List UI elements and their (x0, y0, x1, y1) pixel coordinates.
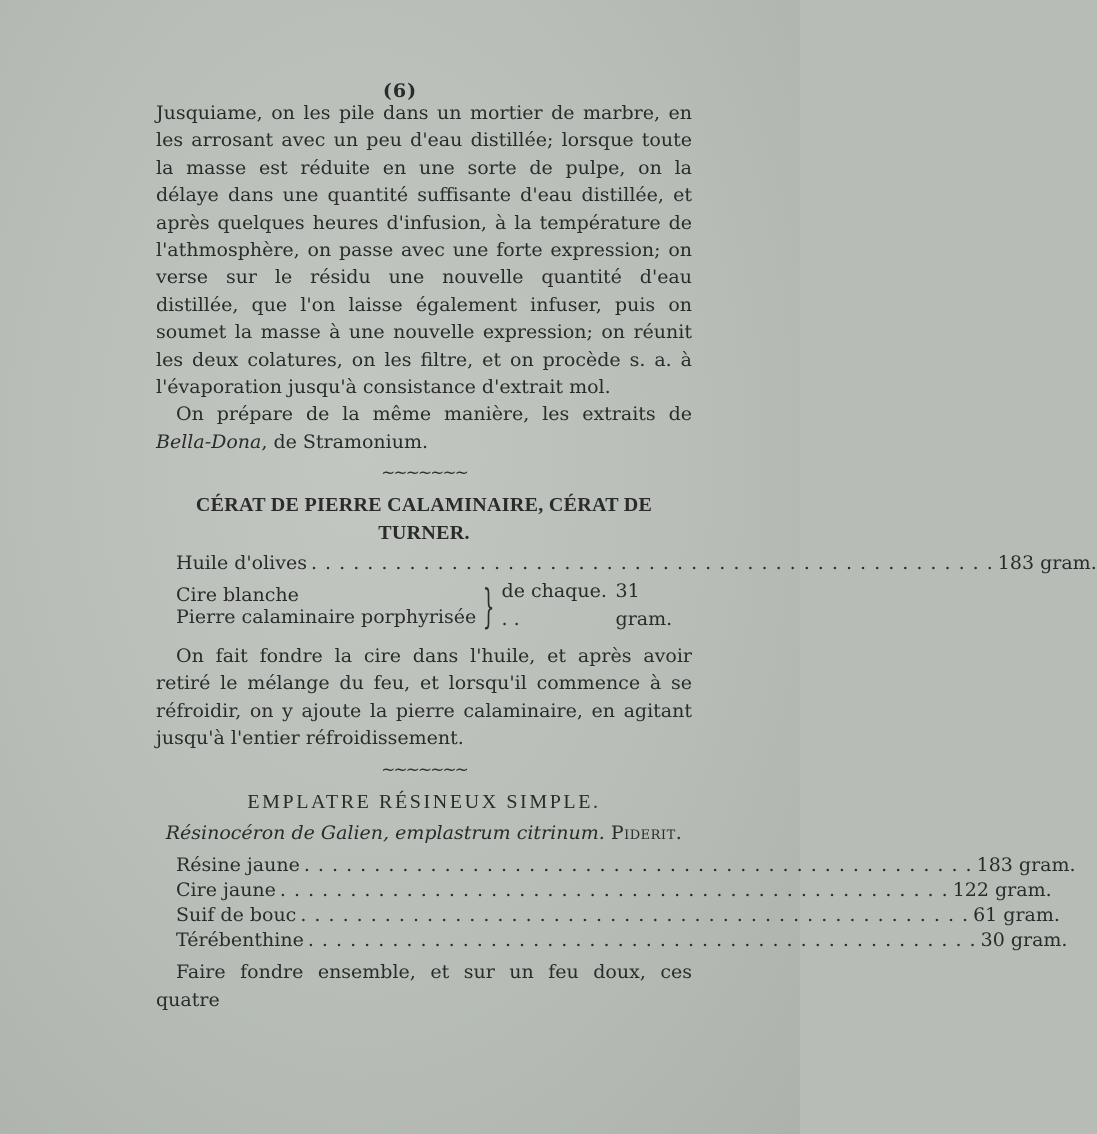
ingredient-qty: 30 gram. (980, 929, 1068, 952)
ingredient-name: Huile d'olives (176, 552, 307, 575)
ingredient-name: Résine jaune (176, 854, 300, 877)
formula-row (176, 551, 1097, 576)
ingredient-name: Térébenthine (176, 929, 304, 952)
ingredient-qty: 61 gram. (973, 904, 1060, 927)
ingredient-name: Cire jaune (176, 879, 276, 902)
leader-dots: . . . . . . . . . . . . . . . . . . . . . . . . . . . . . . . . . . . . . . . . . . . . . . . . (300, 904, 970, 927)
para2-text-b: , de Stramonium. (261, 430, 429, 453)
group-item-pierre: Pierre calaminaire porphyrisée (176, 605, 477, 628)
group-quantity (502, 578, 692, 633)
formula-row (176, 878, 1052, 903)
formula-row (176, 853, 1076, 878)
section-title-cerat: CÉRAT DE PIERRE CALAMINAIRE, CÉRAT DE TURNER. (195, 494, 653, 544)
group-items (176, 584, 476, 628)
subtitle-italic: Résinocéron de Galien, emplastrum citrinum. (165, 821, 605, 844)
formula-row (176, 903, 1060, 928)
leader-dots: . . . . . . . . . . . . . . . . . . . . . . . . . . . . . . . . . . . . . . . . . . . . . . . . (307, 929, 977, 952)
group-qty: 31 gram. (615, 580, 673, 630)
formula-group (156, 578, 692, 633)
formula-emplatre (156, 853, 1076, 953)
ingredient-name: Suif de bouc (176, 904, 297, 927)
ingredient-qty: 122 gram. (952, 879, 1052, 902)
paragraph-extraits (156, 401, 692, 456)
section-title-emplatre: EMPLATRE RÉSINEUX SIMPLE. (247, 790, 601, 813)
group-label: de chaque. . . (501, 580, 607, 630)
ingredient-qty: 183 gram. (997, 552, 1097, 575)
section-subtitle (156, 820, 692, 847)
para2-italic: Bella-Dona (156, 430, 262, 453)
ornament-divider-1: ~~~~~~~ (381, 463, 467, 484)
paragraph-cerat: On fait fondre la cire dans l'huile, et après avoir retiré le mélange du feu, et lorsqu'il commence à se réfroidir, on y ajoute la pierre calaminaire, en agitant jusqu'à l'entier réfroidissement. (156, 644, 692, 750)
paragraph-emplatre: Faire fondre ensemble, et sur un feu doux, ces quatre (156, 961, 692, 1011)
ornament-divider-2: ~~~~~~~ (381, 759, 467, 780)
formula-row (176, 928, 1068, 953)
page-number: (6) (382, 80, 418, 102)
paragraph-jusquiame: Jusquiame, on les pile dans un mortier de marbre, en les arrosant avec un peu d'eau distillée; lorsque toute la masse est réduite en une sorte de pulpe, on la délaye dans une quantité suffisante d'eau distillée, et après quelques heures d'infusion, à la température de l'athmosphère, on passe avec une forte expression; on verse sur le résidu une nouvelle quantité d'eau distillée, que l'on laisse également infuser, puis on soumet la masse à une nouvelle expression; on réunit les deux colatures, on les filtre, et on procède s. a. à l'évaporation jusqu'à consistance d'extrait mol. (156, 102, 692, 399)
leader-dots: . . . . . . . . . . . . . . . . . . . . . . . . . . . . . . . . . . . . . . . . . . . . . . . . (303, 854, 973, 877)
subtitle-author: Piderit. (610, 821, 683, 844)
brace-icon: } (483, 578, 495, 633)
page-body (156, 100, 1097, 1014)
group-item-cire: Cire blanche (176, 583, 299, 606)
para2-text-a: On prépare de la même manière, les extraits de (176, 403, 692, 426)
leader-dots: . . . . . . . . . . . . . . . . . . . . . . . . . . . . . . . . . . . . . . . . . . . . . . . . (279, 879, 949, 902)
ingredient-qty: 183 gram. (976, 854, 1076, 877)
formula-cerat (156, 551, 1097, 576)
leader-dots: . . . . . . . . . . . . . . . . . . . . . . . . . . . . . . . . . . . . . . . . . . . . . . . . . (310, 552, 994, 575)
